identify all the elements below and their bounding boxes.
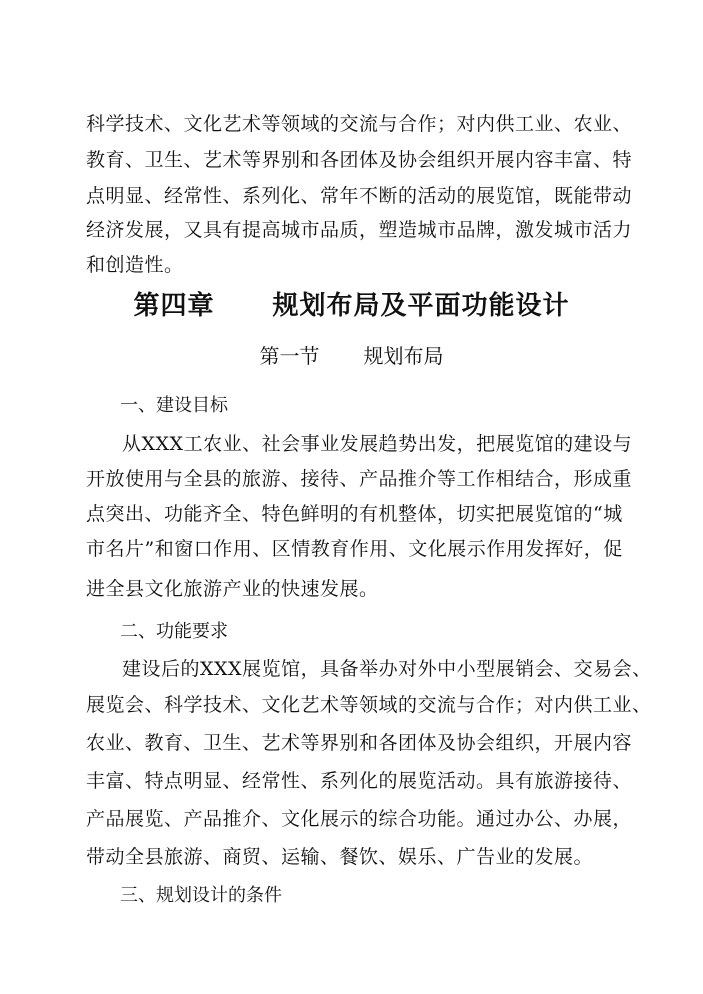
section-name: 规划布局 [363,344,444,368]
function-line-5: 产品展览、产品推介、文化展示的综合功能。通过办公、办展， [86,808,633,830]
goal-line-4: 市名片”和窗口作用、区情教育作用、文化展示作用发挥好，促 [86,538,623,560]
function-line-2: 展览会、科学技术、文化艺术等领域的交流与合作；对内供工业、 [86,694,652,716]
chapter-number: 第四章 [133,291,215,321]
function-line-1: 建设后的XXX展览馆，具备举办对外中小型展销会、交易会、 [122,658,652,680]
heading-construction-goal: 一、建设目标 [120,395,228,416]
chapter-title [0,290,703,322]
goal-line-3: 点突出、功能齐全、特色鲜明的有机整体，切实把展览馆的“城 [86,503,623,525]
goal-line-5: 进全县文化旅游产业的快速发展。 [86,578,379,600]
heading-planning-conditions: 三、规划设计的条件 [120,885,282,906]
intro-line-1: 科学技术、文化艺术等领域的交流与合作；对内供工业、农业、 [86,113,633,135]
intro-line-3: 点明显、经常性、系列化、常年不断的活动的展览馆，既能带动 [86,185,633,207]
function-line-3: 农业、教育、卫生、艺术等界别和各团体及协会组织，开展内容 [86,732,633,754]
intro-line-5: 和创造性。 [86,254,184,276]
intro-line-4: 经济发展，又具有提高城市品质，塑造城市品牌，激发城市活力 [86,219,633,241]
chapter-name: 规划布局及平面功能设计 [272,291,570,321]
goal-line-1: 从XXX工农业、社会事业发展趋势出发，把展览馆的建设与 [122,433,633,455]
section-title [0,343,703,369]
heading-function-requirements: 二、功能要求 [120,621,228,642]
section-number: 第一节 [259,344,320,368]
function-line-6: 带动全县旅游、商贸、运输、餐饮、娱乐、广告业的发展。 [86,846,594,868]
intro-line-2: 教育、卫生、艺术等界别和各团体及协会组织开展内容丰富、特 [86,149,633,171]
goal-line-2: 开放使用与全县的旅游、接待、产品推介等工作相结合，形成重 [86,468,633,490]
function-line-4: 丰富、特点明显、经常性、系列化的展览活动。具有旅游接待、 [86,770,633,792]
